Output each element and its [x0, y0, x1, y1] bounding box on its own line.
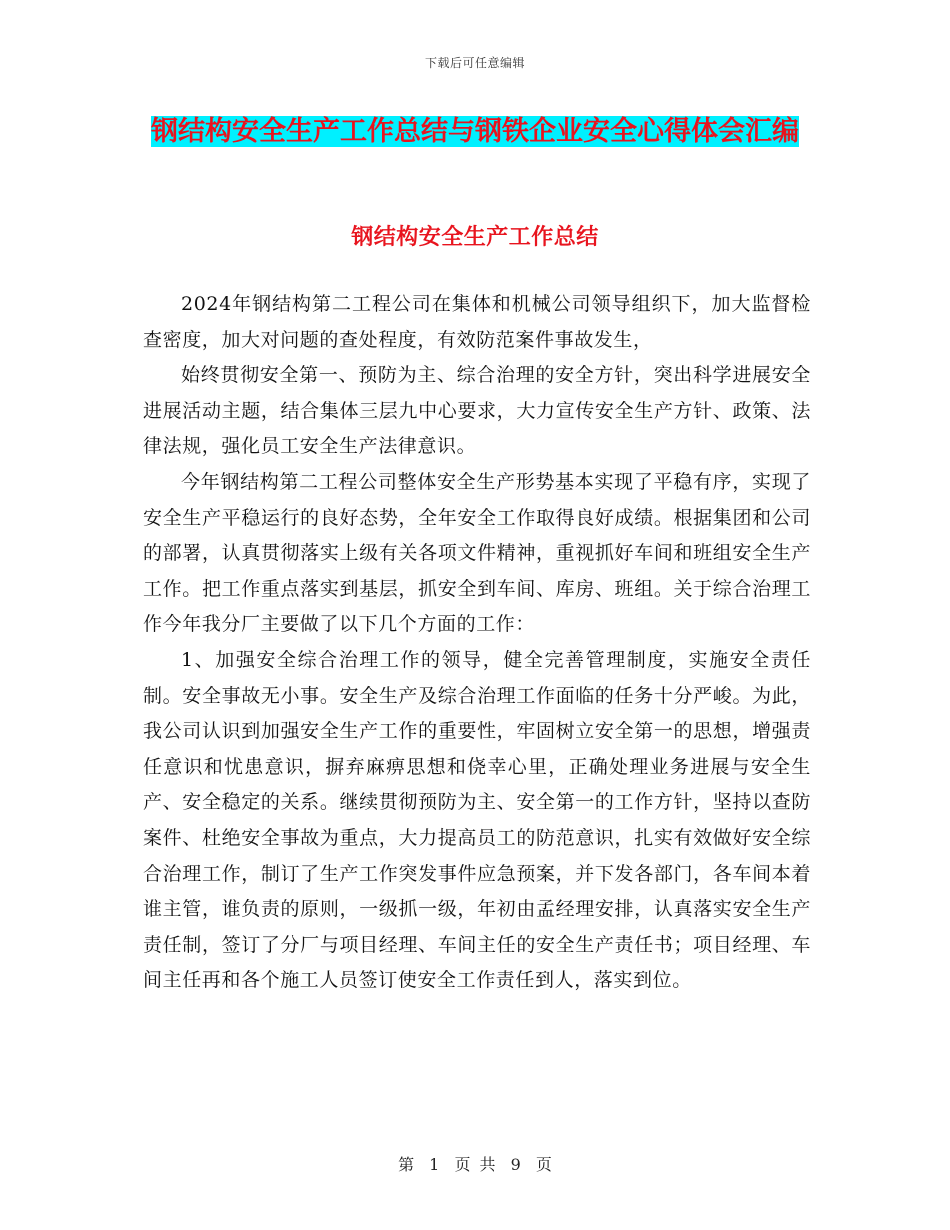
paragraph: 2024年钢结构第二工程公司在集体和机械公司领导组织下，加大监督检查密度，加大对问题的查处程度，有效防范案件事故发生，: [143, 293, 811, 351]
footer-current-page: 1: [429, 1155, 440, 1174]
body-text: [143, 287, 811, 999]
footer-middle: 页 共: [454, 1155, 496, 1174]
footer-suffix: 页: [535, 1155, 552, 1174]
document-title: [140, 108, 810, 156]
footer-total-pages: 9: [510, 1155, 521, 1174]
page-footer: [0, 1152, 950, 1175]
footer-prefix: 第: [398, 1155, 415, 1174]
section-title: 钢结构安全生产工作总结: [351, 224, 599, 250]
page-header-note: 下载后可任意编辑: [424, 56, 525, 70]
paragraph: 今年钢结构第二工程公司整体安全生产形势基本实现了平稳有序，实现了安全生产平稳运行的良好态势，全年安全工作取得良好成绩。根据集团和公司的部署，认真贯彻落实上级有关各项文件精神，重视抓好车间和班组安全生产工作。把工作重点落实到基层，抓安全到车间、库房、班组。关于综合治理工作今年我分厂主要做了以下几个方面的工作：: [143, 470, 811, 636]
paragraph: 始终贯彻安全第一、预防为主、综合治理的安全方针，突出科学进展安全进展活动主题，结合集体三层九中心要求，大力宣传安全生产方针、政策、法律法规，强化员工安全生产法律意识。: [143, 364, 811, 458]
document-title-text: 钢结构安全生产工作总结与钢铁企业安全心得体会汇编: [151, 116, 799, 147]
paragraph: 1、加强安全综合治理工作的领导，健全完善管理制度，实施安全责任制。安全事故无小事。安全生产及综合治理工作面临的任务十分严峻。为此，我公司认识到加强安全生产工作的重要性，牢固树立安全第一的思想，增强责任意识和忧患意识，摒弃麻痹思想和侥幸心里，正确处理业务进展与安全生产、安全稳定的关系。继续贯彻预防为主、安全第一的工作方针，坚持以查防案件、杜绝安全事故为重点，大力提高员工的防范意识，扎实有效做好安全综合治理工作，制订了生产工作突发事件应急预案，并下发各部门，各车间本着谁主管，谁负责的原则，一级抓一级，年初由孟经理安排，认真落实安全生产责任制，签订了分厂与项目经理、车间主任的安全生产责任书；项目经理、车间主任再和各个施工人员签订使安全工作责任到人，落实到位。: [143, 648, 811, 992]
